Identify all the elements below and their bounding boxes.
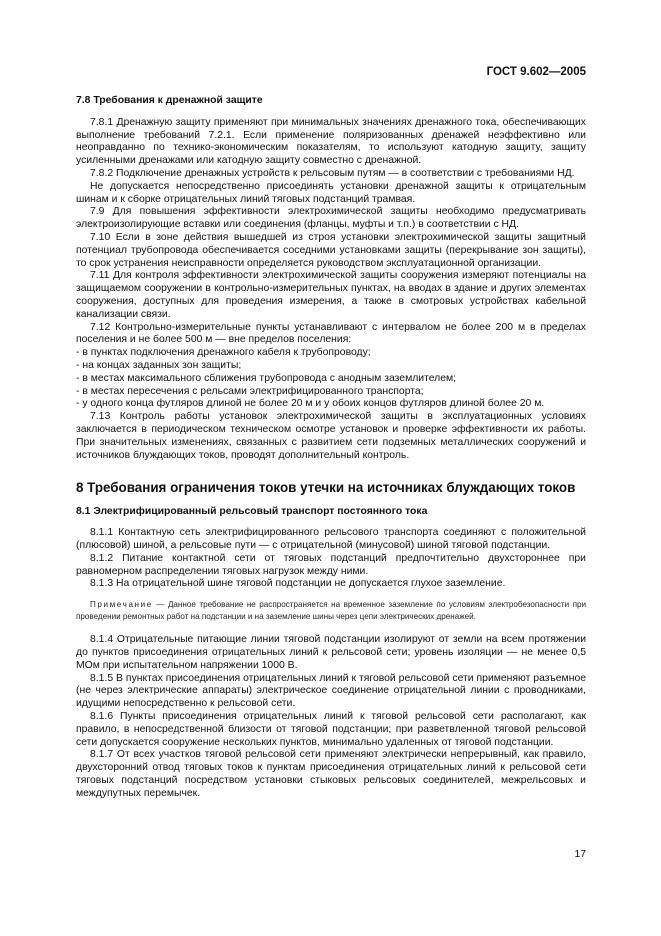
document-body (76, 95, 586, 801)
page-number: 17 (574, 849, 586, 860)
paragraph-7-8-1: 7.8.1 Дренажную защиту применяют при минимальных значениях дренажного тока, обеспечивающих выполнение требований 7.2.1. Если применение поляризованных дренажей неэффективно или неоправданно по технико-экономическим показателям, то используют катодную защиту, защиту усиленными дренажами или катодную защиту совместно с дренажной. (76, 116, 586, 167)
note-block (76, 599, 586, 622)
section-7-8-title: 7.8 Требования к дренажной защите (76, 95, 263, 106)
paragraph-8-1-3: 8.1.3 На отрицательной шине тяговой подстанции не допускается глухое заземление. (90, 578, 506, 590)
list-item: - в местах максимального сближения трубопровода с анодным заземлителем; (76, 372, 457, 384)
paragraph-8-1-2: 8.1.2 Питание контактной сети от тяговых подстанций предпочтительно двухстороннее при равномерном распределении тяговых нагрузок между ними. (76, 552, 586, 577)
document-page (76, 0, 586, 936)
paragraph-8-1-7: 8.1.7 От всех участков тяговой рельсовой сети применяют электрически непрерывный, как правило, двухсторонний отвод тяговых токов к пунктам присоединения отрицательных линий к рельсовой сети тяговых подстанций посредством установки стыковых рельсовых соединителей, межрельсовых и междупутных перемычек. (76, 749, 586, 799)
paragraph-8-1-5: 8.1.5 В пунктах присоединения отрицательных линий к тяговой рельсовой сети применяют разъемное (не через электрические аппараты) электрическое соединение отрицательной линии с проводниками, идущими непосредственно к рельсовой сети. (76, 672, 586, 710)
section-8-1-title: 8.1 Электрифицированный рельсовый транспорт постоянного тока (76, 506, 428, 518)
list-item: - в местах пересечения с рельсами электрифицированного транспорта; (76, 385, 424, 397)
paragraph-7-12: 7.12 Контрольно-измерительные пункты устанавливают с интервалом не более 200 м в пределах поселения и не более 500 м — вне пределов поселения: (76, 321, 586, 346)
list-item: - в пунктах подключения дренажного кабеля к трубопроводу; (76, 347, 371, 359)
note-label: Примечание (90, 600, 153, 610)
paragraph-7-10: 7.10 Если в зоне действия вышедшей из строя установки электрохимической защиты защитный потенциал трубопровода обеспечивается соседними установками защиты (перекрывание зон защиты), то срок устранения неисправности определяется руководством эксплуатационной организации. (76, 231, 586, 269)
list-item: - у одного конца футляров длиной не более 20 м и у обоих концов футляров длиной более 20 м. (76, 398, 545, 410)
paragraph-8-1-1: 8.1.1 Контактную сеть электрифицированного рельсового транспорта соединяют с положительной (плюсовой) шиной, а рельсовые пути — с отрицательной (минусовой) шиной тяговой подстанции. (76, 527, 586, 551)
section-8-title: 8 Требования ограничения токов утечки на источниках блуждающих токов (76, 480, 576, 496)
doc-header-id: ГОСТ 9.602—2005 (486, 66, 586, 78)
paragraph-8-1-6: 8.1.6 Пункты присоединения отрицательных линий к тяговой рельсовой сети располагают, как правило, в непосредственной близости от тяговой подстанции; при разветвленной тяговой рельсовой сети допускается сооружение нескольких пунктов, минимально удаленных от тяговой подстанции. (76, 711, 586, 748)
list-item: - на концах заданных зон защиты; (76, 359, 242, 371)
paragraph-8-1-4: 8.1.4 Отрицательные питающие линии тяговой подстанции изолируют от земли на всем протяжении до пунктов присоединения отрицательных линий к рельсовой сети; уровень изоляции — не менее 0,5 МОм при испытательном напряжении 1000 В. (76, 634, 586, 671)
paragraph-7-8-2-cont: Не допускается непосредственно присоединять установки дренажной защиты к отрицательным шинам и к сборке отрицательных линий тяговых подстанций трамвая. (76, 180, 586, 205)
paragraph-7-11: 7.11 Для контроля эффективности электрохимической защиты сооружения измеряют потенциалы на защищаемом сооружении в контрольно-измерительных пунктах, на вводах в здание и других элементах сооружения, доступных для проведения измерения, а также в смотровых устройствах кабельной канализации связи. (76, 270, 586, 320)
paragraph-7-9: 7.9 Для повышения эффективности электрохимической защиты необходимо предусматривать электроизолирующие вставки или соединения (фланцы, муфты и т.п.) в соответствии с НД. (76, 206, 586, 231)
measurement-points-list (76, 347, 586, 411)
paragraph-7-8-2: 7.8.2 Подключение дренажных устройств к рельсовым путям — в соответствии с требованиями НД. (90, 167, 575, 179)
paragraph-7-13: 7.13 Контроль работы установок электрохимической защиты в эксплуатационных условиях заключается в периодическом техническом осмотре установок и проверке эффективности их работы. При значительных изменениях, связанных с развитием сети подземных металлических сооружений и источников блуждающих токов, проводят дополнительный контроль. (76, 411, 586, 461)
note-text: — Данное требование не распространяется на временное заземление по условиям электробезопасности при проведении ремонтных работ на подстанции и на заземление шины через цепи электрических дренажей. (76, 600, 586, 621)
